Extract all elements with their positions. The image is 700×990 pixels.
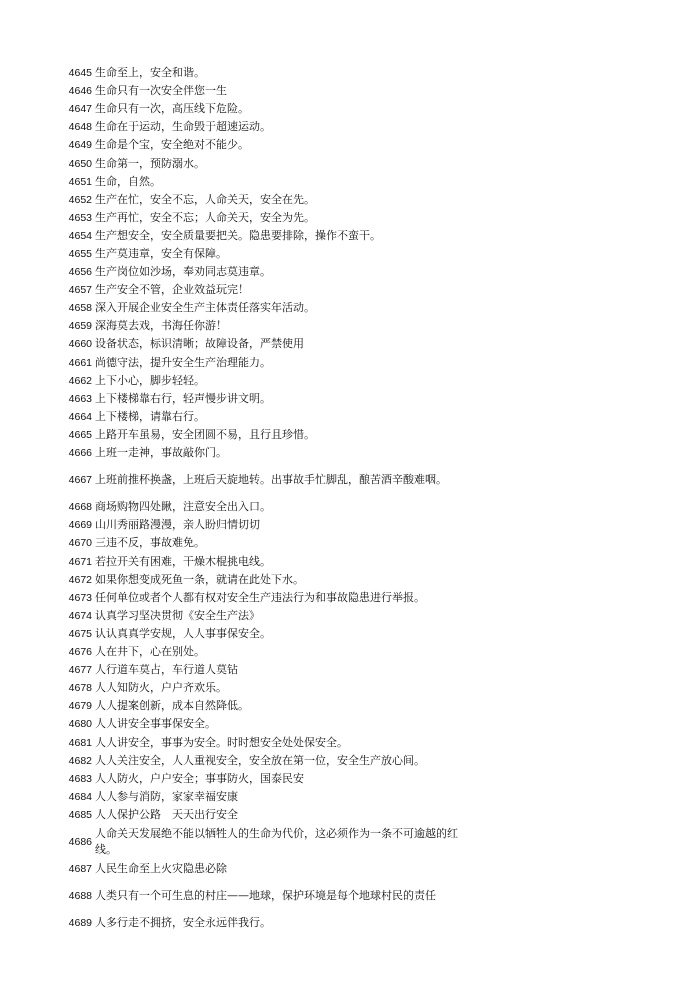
row-text: 尚德守法，提升安全生产治理能力。 [95,355,271,369]
table-row [60,498,460,516]
row-number: 4682 [68,754,92,767]
row-number: 4666 [68,447,92,460]
row-text: 任何单位或者个人都有权对安全生产违法行为和事故隐患进行举报。 [95,590,425,604]
row-text: 上下楼梯，请靠右行。 [95,409,205,423]
table-row [60,534,460,552]
row-number: 4675 [68,627,92,640]
row-text: 上下小心，脚步轻轻。 [95,373,205,387]
table-row [60,697,460,715]
row-text: 生产莫违章，安全有保障。 [95,246,227,260]
row-number: 4685 [68,808,92,821]
table-row [60,679,460,697]
table-row [60,245,460,263]
table-row [60,335,460,353]
row-text: 人人防火，户户安全；事事防火，国泰民安 [95,771,304,785]
table-row [60,607,460,625]
row-text: 上班一走神，事故敲你门。 [95,446,227,460]
table-row [60,154,460,172]
row-text: 上路开车虽易，安全团圆不易，且行且珍惜。 [95,427,315,441]
table-row [60,733,460,751]
table-row [60,426,460,444]
table-row [60,82,460,100]
row-number: 4686 [68,836,92,849]
row-number: 4665 [68,428,92,441]
row-number: 4669 [68,519,92,532]
table-row [60,136,460,154]
row-text: 认认真真学安规，人人事事保安全。 [95,626,271,640]
row-number: 4684 [68,790,92,803]
table-row [60,643,460,661]
row-number: 4649 [68,139,92,152]
row-number: 4672 [68,573,92,586]
table-row [60,462,460,498]
row-number: 4668 [68,501,92,514]
row-number: 4676 [68,646,92,659]
row-number: 4688 [68,890,92,903]
row-number: 4670 [68,537,92,550]
row-number: 4656 [68,266,92,279]
table-row [60,299,460,317]
row-number: 4659 [68,320,92,333]
table-row [60,354,460,372]
row-text: 生命只有一次，高压线下危险。 [95,102,249,116]
row-text: 上班前推杯换盏，上班后天旋地转。出事故手忙脚乱，酿苦酒辛酸难咽。 [95,473,447,487]
row-text: 生产岗位如沙场，奉劝同志莫违章。 [95,265,271,279]
row-number: 4677 [68,664,92,677]
table-row [60,553,460,571]
table-row [60,317,460,335]
table-row [60,752,460,770]
table-row [60,390,460,408]
table-row [60,281,460,299]
row-number: 4671 [68,555,92,568]
row-text: 生产再忙，安全不忘；人命关天，安全为先。 [95,210,315,224]
row-text: 人人知防火，户户齐欢乐。 [95,681,227,695]
table-row [60,227,460,245]
row-text: 人民生命至上火灾隐患必除 [95,862,227,876]
table-row [60,914,460,932]
row-number: 4653 [68,211,92,224]
row-text: 如果你想变成死鱼一条，就请在此处下水。 [95,572,304,586]
table-row [60,516,460,534]
table-row [60,191,460,209]
row-text: 人行道车莫占，车行道人莫钻 [95,663,238,677]
row-number: 4689 [68,917,92,930]
row-text: 设备状态，标识清晰；故障设备，严禁使用 [95,337,304,351]
row-number: 4663 [68,392,92,405]
row-number: 4687 [68,863,92,876]
row-text: 深海莫去戏，书海任你游！ [95,319,227,333]
row-number: 4673 [68,591,92,604]
row-number: 4647 [68,103,92,116]
row-text: 生产想安全，安全质量要把关。隐患要排除，操作不蛮干。 [95,228,381,242]
table-row [60,661,460,679]
table-row [60,64,460,82]
row-number: 4646 [68,85,92,98]
row-text: 人人保护公路 天天出行安全 [95,807,238,821]
row-number: 4679 [68,700,92,713]
row-text: 认真学习坚决贯彻《安全生产法》 [95,608,260,622]
row-text: 生产在忙，安全不忘，人命关天，安全在先。 [95,192,315,206]
row-text: 人多行走不拥挤，安全永远伴我行。 [95,916,271,930]
row-text: 深入开展企业安全生产主体责任落实年活动。 [95,301,315,315]
row-text: 若拉开关有困难，干燥木棍挑电线。 [95,554,271,568]
row-text: 生命只有一次安全伴您一生 [95,84,227,98]
table-row [60,860,460,878]
table-row [60,824,460,860]
table-row [60,372,460,390]
row-text: 人在井下，心在别处。 [95,645,205,659]
table-row [60,209,460,227]
row-text: 人人提案创新，成本自然降低。 [95,699,249,713]
table-row [60,571,460,589]
table-row [60,788,460,806]
table-row [60,878,460,914]
row-number: 4651 [68,175,92,188]
row-text: 人类只有一个可生息的村庄——地球，保护环境是每个地球村民的责任 [95,889,436,903]
row-number: 4661 [68,356,92,369]
row-number: 4681 [68,736,92,749]
table-row [60,444,460,462]
row-text: 生命第一，预防溺水。 [95,156,205,170]
row-text: 人人参与消防，家家幸福安康 [95,789,238,803]
table-row [60,408,460,426]
row-text: 上下楼梯靠右行，轻声慢步讲文明。 [95,391,271,405]
table-row [60,100,460,118]
row-number: 4680 [68,718,92,731]
row-text: 生命是个宝，安全绝对不能少。 [95,138,249,152]
row-text: 人命关天发展绝不能以牺牲人的生命为代价，这必须作为一条不可逾越的红线。 [95,827,458,857]
row-number: 4660 [68,338,92,351]
row-number: 4683 [68,772,92,785]
row-number: 4662 [68,374,92,387]
row-text: 人人关注安全，人人重视安全，安全放在第一位，安全生产放心间。 [95,753,425,767]
row-number: 4678 [68,682,92,695]
row-number: 4645 [68,67,92,80]
row-text: 生命至上，安全和谐。 [95,66,205,80]
row-number: 4667 [68,474,92,487]
slogan-table [60,64,460,933]
table-row [60,118,460,136]
row-text: 生产安全不管，企业效益玩完！ [95,283,249,297]
row-number: 4654 [68,229,92,242]
row-text: 山川秀丽路漫漫，亲人盼归情切切 [95,518,260,532]
row-number: 4664 [68,410,92,423]
row-text: 生命在于运动，生命毁于超速运动。 [95,120,271,134]
row-text: 人人讲安全，事事为安全。时时想安全处处保安全。 [95,735,348,749]
row-number: 4648 [68,121,92,134]
row-text: 生命，自然。 [95,174,161,188]
table-row [60,715,460,733]
table-row [60,806,460,824]
table-row [60,770,460,788]
table-row [60,625,460,643]
row-text: 三违不反，事故难免。 [95,536,205,550]
table-row [60,589,460,607]
table-row [60,263,460,281]
row-number: 4650 [68,157,92,170]
table-row [60,173,460,191]
row-number: 4658 [68,302,92,315]
row-text: 人人讲安全事事保安全。 [95,717,216,731]
row-text: 商场购物四处瞅，注意安全出入口。 [95,500,271,514]
row-number: 4655 [68,247,92,260]
row-number: 4674 [68,609,92,622]
row-number: 4652 [68,193,92,206]
row-number: 4657 [68,284,92,297]
